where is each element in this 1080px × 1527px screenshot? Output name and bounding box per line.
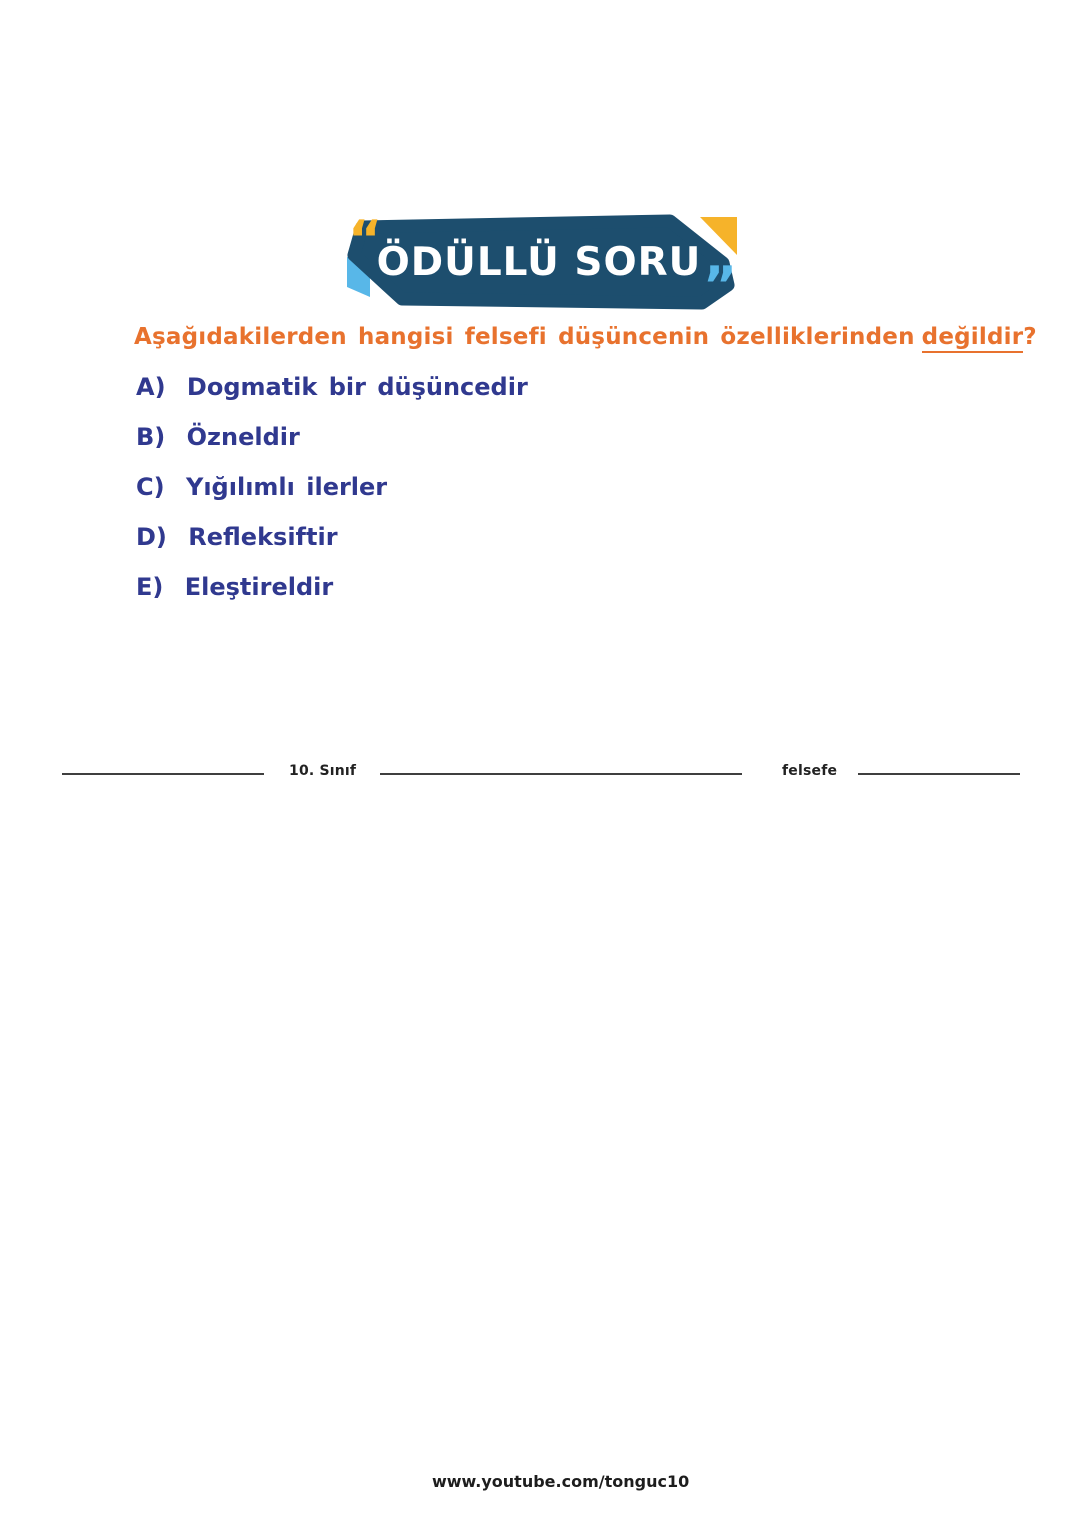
channel-url: www.youtube.com/tonguc10 — [431, 1472, 690, 1491]
banner-graphic — [340, 213, 742, 311]
option-text: Yığılımlı ilerler — [185, 473, 388, 501]
option-text: Özneldir — [186, 423, 300, 451]
question-underlined-word: değildir — [922, 324, 1024, 353]
option-letter: A) — [136, 373, 166, 401]
open-quote-icon: “ — [348, 213, 383, 270]
option-letter: D) — [136, 523, 167, 551]
question-text — [134, 324, 1037, 350]
option-row-b — [136, 423, 528, 473]
option-row-a — [136, 373, 528, 423]
option-text: Refleksiftir — [188, 523, 338, 551]
footer-rule-right — [858, 773, 1020, 775]
footer-rule-middle — [380, 773, 742, 775]
option-letter: E) — [136, 573, 164, 601]
question-suffix: ? — [1023, 324, 1037, 350]
prize-banner — [340, 213, 742, 311]
option-letter: B) — [136, 423, 166, 451]
close-quote-icon: ” — [702, 256, 737, 311]
option-row-c — [136, 473, 528, 523]
option-text: Dogmatik bir düşüncedir — [186, 373, 528, 401]
option-text: Eleştireldir — [184, 573, 334, 601]
footer-rule-left — [62, 773, 264, 775]
question-prefix: Aşağıdakilerden hangisi felsefi düşüncenin özelliklerinden — [134, 324, 915, 350]
subject-label: felsefe — [782, 763, 838, 779]
option-row-d — [136, 523, 528, 573]
grade-label: 10. Sınıf — [289, 763, 357, 779]
banner-title: ÖDÜLLÜ SORU — [376, 240, 702, 285]
option-row-e — [136, 573, 528, 623]
options-list — [136, 373, 528, 623]
option-letter: C) — [136, 473, 165, 501]
